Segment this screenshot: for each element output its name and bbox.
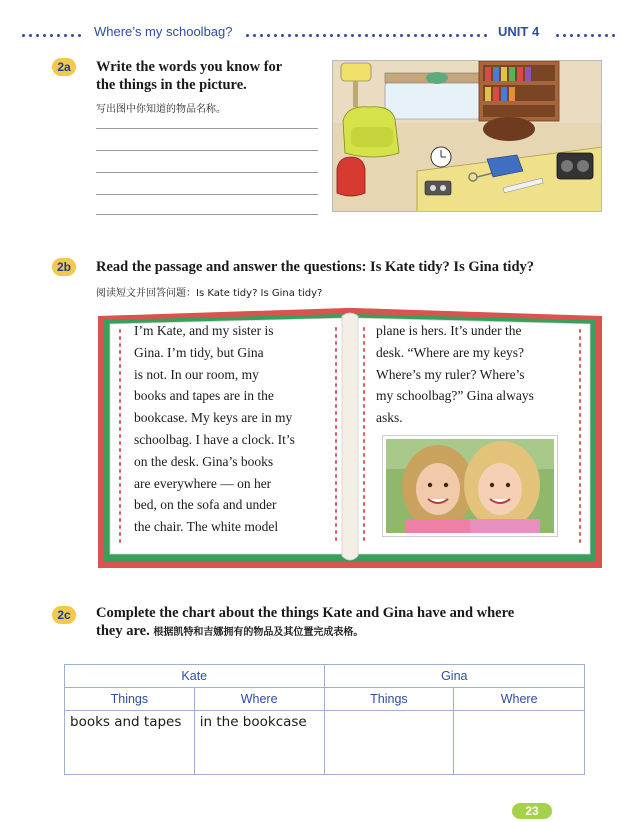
passage-line: plane is hers. It’s under the	[376, 323, 522, 338]
instruction-2a	[96, 58, 282, 94]
chart-table	[64, 664, 585, 775]
column-header-kate-things: Things	[65, 688, 195, 711]
passage-line: books and tapes are in the	[134, 388, 274, 404]
passage-line: asks.	[376, 410, 403, 426]
sisters-photo	[383, 436, 557, 536]
sisters-photo-drawing	[386, 439, 554, 533]
header-dots-middle	[246, 26, 491, 36]
passage-left-column	[134, 320, 295, 538]
passage-right-column	[376, 320, 534, 429]
column-header-gina-things: Things	[324, 688, 454, 711]
instruction-2b-chinese: 阅读短文并回答问题：Is Kate tidy? Is Gina tidy?	[96, 288, 323, 299]
passage-line: Where’s my ruler? Where’s	[376, 366, 525, 382]
table-group-row	[65, 665, 585, 688]
header-dots-left	[22, 26, 85, 36]
page-header	[0, 22, 640, 44]
writing-line[interactable]	[96, 128, 318, 129]
cell-kate-where[interactable]: in the bookcase	[194, 711, 324, 775]
instruction-2c-line2: they are.	[96, 623, 150, 639]
passage-line: on the desk. Gina’s books	[134, 453, 274, 469]
section-badge-2a: 2a	[52, 58, 76, 76]
instruction-2c-line1: Complete the chart about the things Kate and Gina have and where	[96, 605, 515, 621]
room-illustration	[332, 60, 602, 212]
passage-line: desk. “Where are my keys?	[376, 344, 525, 360]
passage-line: bookcase. My keys are in my	[134, 410, 293, 426]
table-row	[65, 711, 585, 775]
unit-number: UNIT 4	[498, 24, 540, 39]
passage-line: Gina. I’m tidy, but Gina	[134, 344, 264, 360]
column-header-gina-where: Where	[454, 688, 585, 711]
cell-kate-things[interactable]: books and tapes	[65, 711, 195, 775]
passage-line: the chair. The white model	[134, 519, 279, 535]
section-badge-2c: 2c	[52, 606, 76, 624]
passage-line: is not. In our room, my	[134, 366, 259, 382]
page-number: 23	[512, 803, 552, 819]
passage-line: are everywhere — on her	[134, 475, 272, 491]
writing-line[interactable]	[96, 150, 318, 151]
writing-line[interactable]	[96, 214, 318, 215]
instruction-2c-line2-wrap	[96, 622, 514, 642]
room-illustration-drawing	[333, 61, 602, 212]
unit-title: Where’s my schoolbag?	[94, 24, 233, 39]
instruction-2c	[96, 604, 514, 642]
writing-line[interactable]	[96, 194, 318, 195]
header-dots-right	[556, 26, 619, 36]
instruction-2a-line1: Write the words you know for	[96, 59, 283, 75]
cell-gina-where[interactable]	[454, 711, 585, 775]
passage-line: my schoolbag?” Gina always	[376, 388, 534, 404]
passage-line: bed, on the sofa and under	[134, 497, 277, 513]
instruction-2a-chinese: 写出图中你知道的物品名称。	[96, 104, 226, 115]
instruction-2a-line2: the things in the picture.	[96, 77, 247, 93]
writing-line[interactable]	[96, 172, 318, 173]
passage-line: schoolbag. I have a clock. It’s	[134, 431, 295, 447]
cell-gina-things[interactable]	[324, 711, 454, 775]
table-header-row	[65, 688, 585, 711]
passage-line: I’m Kate, and my sister is	[134, 323, 274, 338]
column-header-kate-where: Where	[194, 688, 324, 711]
instruction-2b: Read the passage and answer the questions: Is Kate tidy? Is Gina tidy?	[96, 259, 535, 275]
section-badge-2b: 2b	[52, 258, 76, 276]
instruction-2c-chinese: 根据凯特和吉娜拥有的物品及其位置完成表格。	[153, 627, 364, 638]
column-group-kate: Kate	[65, 665, 325, 688]
column-group-gina: Gina	[324, 665, 584, 688]
